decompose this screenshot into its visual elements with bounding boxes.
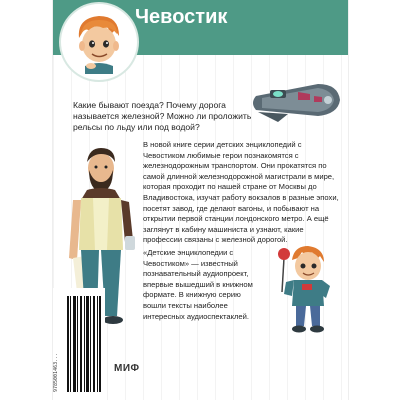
book-back-cover xyxy=(53,0,348,400)
header-title: Чевостик xyxy=(135,6,228,28)
spaceship-icon xyxy=(248,78,343,128)
description-paragraph: В новой книге серии детских энциклопедий с Чевостиком любимые герои познакомятся с железнодорожным транспортом. Они прокатятся по самой длинной железнодорожной магистрали в мире, которая проходит по нашей стране от Москвы до Владивостока, изучат работу вокзалов в разные эпохи, посетят завод, где делают вагоны, и побывают на открытии первой станции лондонского метро. А ещё заглянут в кабину машиниста и узнают, какие профессии связаны с железной дорогой. xyxy=(143,140,339,245)
publisher-logo: МИФ xyxy=(114,363,140,374)
intro-question: Какие бывают поезда? Почему дорога называется железной? Можно ли проложить рельсы по льду или под водой? xyxy=(73,100,252,132)
series-paragraph: «Детские энциклопедии с Чевостиком» — известный познавательный аудиопроект, впервые вышедший в книжном формате. В книжную серию вошли тексты наиболее интересных аудиоспектаклей. xyxy=(143,248,253,321)
barcode-digits: 9785001463... xyxy=(53,352,59,392)
chevostik-figure-icon xyxy=(268,240,340,335)
chevostik-face-icon xyxy=(61,4,137,80)
